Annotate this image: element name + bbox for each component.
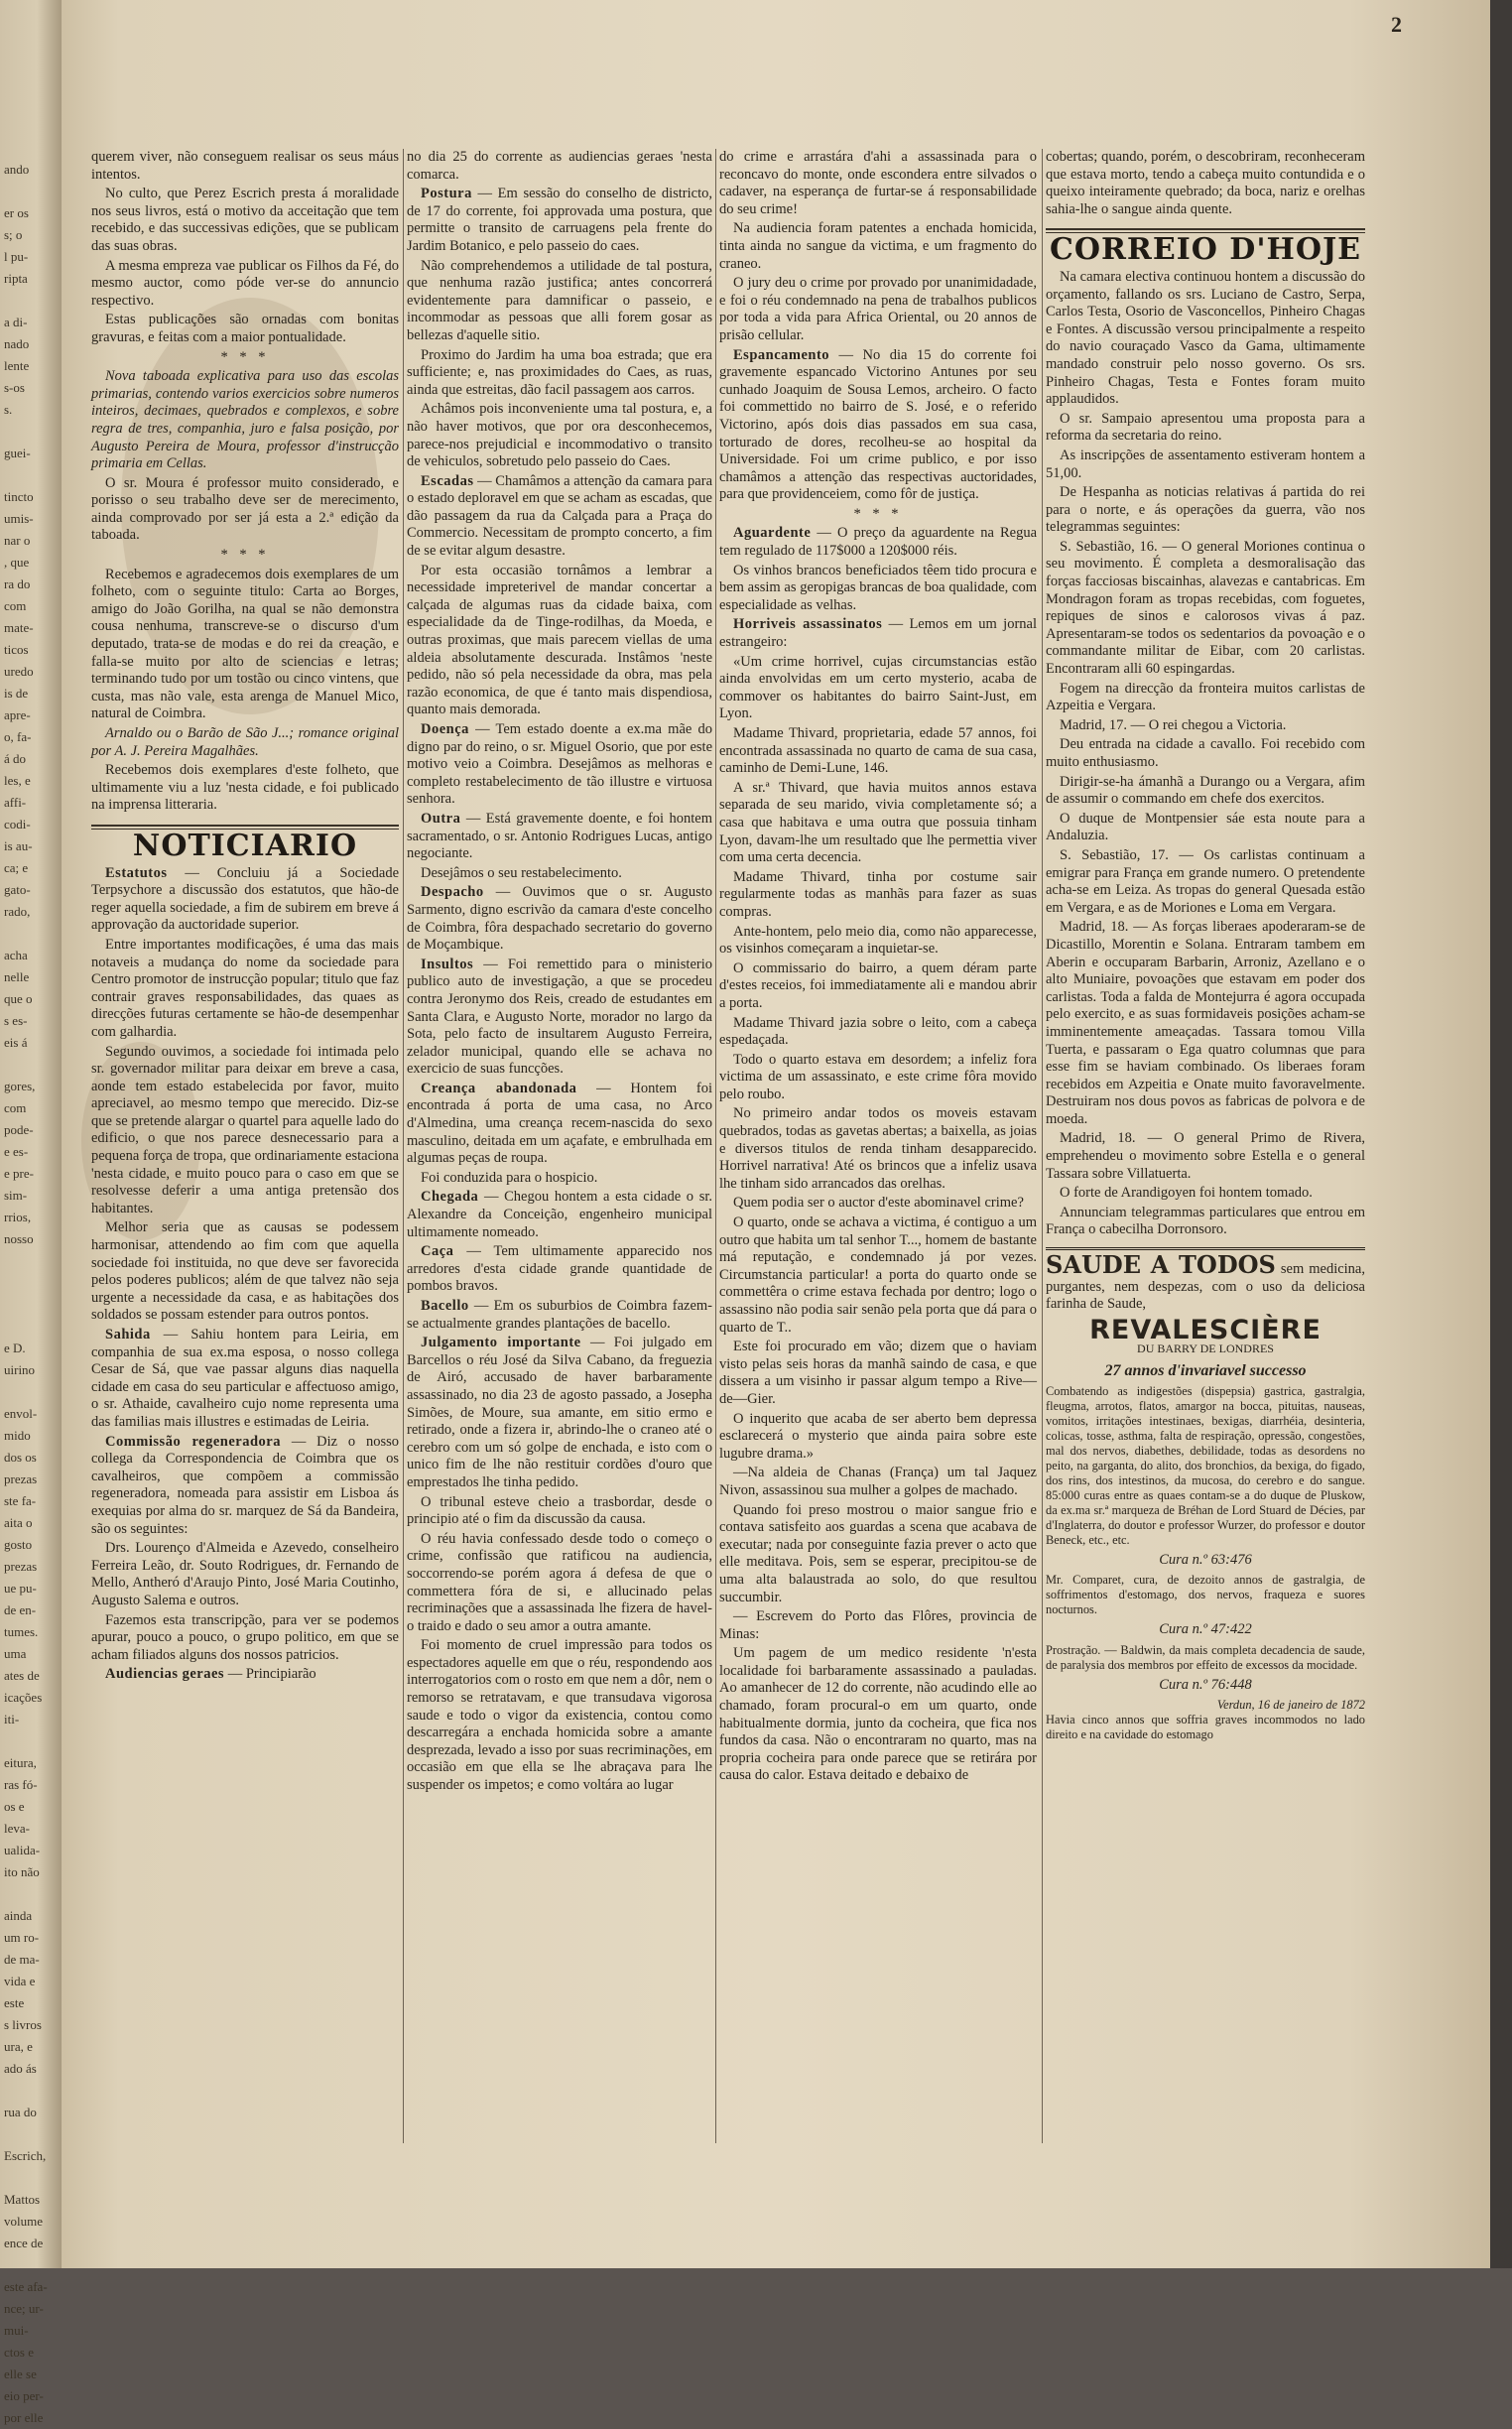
previous-page-fragment: ates de [4, 1668, 40, 1683]
paragraph: Todo o quarto estava em desordem; a infeliz fora victima de um assassinato, e este crime fôra movido pelo roubo. [719, 1051, 1037, 1102]
advertisement-revalesciere [1046, 1247, 1365, 1742]
news-text: — Ouvimos que o sr. Augusto Sarmento, digno escrivão da camara d'este concelho de Coimbra, fôra despachado secretario do governo de Moçambique. [407, 884, 713, 954]
previous-page-fragment [0, 923, 62, 945]
news-item [407, 884, 712, 954]
paragraph: Segundo ouvimos, a sociedade foi intimada pelo sr. governador militar para deixar em breve a casa, aonde tem estado estabelecida por favor, muito apreciavel, ao mesmo tempo que merecido. Diz-se que se pretende alargar o quartel para aquelle lado do edificio, o que nos parece desnecessario para a pequena força de tropa, que ordinariamente estaciona 'nesta cidade, e muito pouco para o caso em que se resolvesse deferir a uma antiga pretensão dos habitantes. [91, 1043, 399, 1216]
previous-page-fragment: nado [4, 336, 30, 351]
background-edge [1490, 0, 1512, 2268]
news-item [719, 525, 1037, 560]
paragraph: De Hespanha as noticias relativas á partida do rei para o norte, e ás operações da guerra, vão nos telegrammas seguintes: [1046, 484, 1365, 536]
previous-page-fragment: e es- [4, 1144, 29, 1159]
paragraph: cobertas; quando, porém, o descobriram, reconheceram que estava morto, tendo a cabeça muito contundida e o queixo inteiramente quebrado; da boca, nariz e orelhas sahia-lhe o sangue ainda quente. [1046, 149, 1365, 217]
news-item [91, 1666, 399, 1684]
previous-page-fragment: um ro- [4, 1930, 40, 1945]
book-notice: Nova taboada explicativa para uso das escolas primarias, contendo varios exercicios sobre numeros inteiros, decimaes, quebrados e complexos, e sobre regra de tres, companhia, juro e falsa posição, por Augusto Pereira de Moura, professor d'instrucção primaria em Cellas. [91, 368, 399, 472]
news-keyword: Creança abandonada [421, 1080, 577, 1096]
previous-page-fragment: os e [4, 1799, 25, 1814]
previous-page-fragment: uirino [4, 1362, 36, 1377]
news-text: — Foi remettido para o ministerio publico auto de investigação, a que se procedeu contra Jeronymo dos Reis, creado de estudantes em Santa Clara, e Augusto Norte, morador no largo da Sota, pelo facto de insultarem Augusto Ferreira, zelador municipal, quando elle se achava no exercicio de suas funcções. [407, 956, 712, 1078]
news-text: — Hontem foi encontrada á porta de uma casa, no Arco d'Almedina, uma creança recem-nascida do sexo masculino, deitada em um açafate, e embrulhada em algumas peças de roupa. [407, 1080, 713, 1167]
previous-page-fragment: nar o [4, 533, 31, 548]
ad-title: SAUDE A TODOS [1046, 1250, 1276, 1280]
previous-page-text [0, 0, 62, 2429]
previous-page-fragment: e pre- [4, 1166, 34, 1181]
news-item [407, 1298, 712, 1333]
paragraph: Annunciam telegrammas particulares que entrou em França o cabecilha Dorronsoro. [1046, 1204, 1365, 1238]
previous-page-fragment: de en- [4, 1602, 37, 1617]
news-keyword: Estatutos [105, 864, 168, 881]
paragraph: Drs. Lourenço d'Almeida e Azevedo, conselheiro Ferreira Leão, dr. Souto Rodrigues, dr. Fernando de Mello, Antheró d'Araujo Pinto, José Maria Coutinho, Augusto Salema e outros. [91, 1540, 399, 1608]
telegram: Madrid, 17. — O rei chegou a Victoria. [1060, 716, 1287, 733]
previous-page-fragment: codi- [4, 817, 31, 831]
previous-page-fragment: eitura, [4, 1755, 37, 1770]
paragraph: Melhor seria que as causas se podessem harmonisar, attendendo ao fim com que aquella sociedade foi instituida, no que deve ser favorecida pelos poderes publicos; além de que talvez não seja urgente a necessidade da casa, e as habitações dos soldados se possam estender para outros pontos. [91, 1219, 399, 1324]
ad-header [1046, 1250, 1365, 1314]
previous-page-edge [0, 0, 62, 2425]
paragraph: Na audiencia foram patentes a enchada homicida, tinta ainda no sangue da victima, e um fragmento do craneo. [719, 220, 1037, 272]
news-item [407, 721, 712, 809]
previous-page-fragment: á do [4, 751, 27, 766]
previous-page-fragment: , que [4, 555, 30, 570]
previous-page-fragment [0, 1054, 62, 1076]
paragraph: Recebemos dois exemplares d'este folheto, que ultimamente viu a luz 'nesta cidade, e foi publicado na imprensa litteraria. [91, 762, 399, 814]
news-text: — Chamâmos a attenção da camara para o estado deploravel em que se acham as escadas, que dão passagem da rua da Calçada para a Praça do Commercio. Necessitam de prompto concerto, a fim de se evitar algum desastre. [407, 472, 713, 560]
previous-page-fragment [0, 2254, 62, 2276]
column-rule [1042, 149, 1043, 2143]
news-text: — Em sessão do conselho de districto, de 17 do corrente, foi approvada uma postura, que permitte o transito de carruagens pela frente do Jardim Botanico, e pelo passeio do caes. [407, 186, 712, 254]
telegram: S. Sebastião, 16. — O general Moriones continua o seu movimento. É completa a desmoralisação das forças facciosas biscainhas, alavezas e cantabricas. Em Mondragon foram as tropas recebidas, com foguetes, repiques de sinos e calorosos vivas á paz. Apresentaram-se todos os sedentarios da povoação e o commandante militar de Eibar, com 20 carlistas. Encontraram alli 60 espingardas. [1046, 538, 1365, 678]
previous-page-fragment: sim- [4, 1188, 28, 1203]
ad-brand: REVALESCIÈRE [1089, 1314, 1322, 1345]
news-item [407, 1335, 712, 1491]
previous-page-fragment: por elle [4, 2410, 44, 2425]
previous-page-fragment: prezas [4, 1559, 38, 1574]
paragraph: O jury deu o crime por provado por unanimidadade, e foi o réu condemnado na pena de trabalhos publicos por toda a vida para Africa Oriental, ou 20 annos de prisão cellular. [719, 275, 1037, 343]
news-text: — Lemos em um jornal estrangeiro: [719, 616, 1038, 651]
previous-page-fragment: rrios, [4, 1210, 32, 1224]
news-item [407, 473, 712, 561]
paragraph: Este foi procurado em vão; dizem que o haviam visto pelas seis horas da manhã saindo de casa, e que dissera a um visinho ir passar algum tempo a Rive—de—Gier. [719, 1339, 1037, 1407]
paragraph: «Um crime horrivel, cujas circumstancias estão ainda envolvidas em um certo mysterio, acaba de commover os habitantes do bairro Saint-Just, em Lyon. [719, 653, 1037, 722]
previous-page-fragment [0, 181, 62, 202]
previous-page-fragment: prezas [4, 1471, 38, 1486]
previous-page-fragment [0, 421, 62, 443]
paragraph: Dirigir-se-ha ámanhã a Durango ou a Vergara, afim de assumir o commando em chefe dos exercitos. [1046, 773, 1365, 808]
previous-page-fragment: guei- [4, 446, 31, 460]
previous-page-fragment: s; o [4, 227, 23, 242]
column-4 [1046, 149, 1365, 2143]
previous-page-fragment: ra do [4, 576, 31, 591]
paragraph: — Escrevem do Porto das Flôres, provincia de Minas: [719, 1608, 1037, 1642]
previous-page-fragment: gores, [4, 1079, 36, 1093]
previous-page-fragment: ue pu- [4, 1581, 37, 1596]
news-keyword: Sahida [105, 1327, 151, 1342]
paragraph: Entre importantes modificações, é uma das mais notaveis a mudança do nome da sociedade para Centro promotor de instrucção popular; titulo que faz contrair graves responsabilidades, das quaes as direcções futuras certamente se hão-de desempenhar com galhardia. [91, 936, 399, 1040]
paragraph: Fogem na direcção da fronteira muitos carlistas de Azpeitia e Vergara. [1046, 680, 1365, 714]
previous-page-fragment [0, 2080, 62, 2102]
previous-page-fragment: affi- [4, 795, 27, 810]
paragraph: O sr. Moura é professor muito considerado, e porisso o seu trabalho deve ser de merecimento, ainda comprovado por ser já esta a 2.ª edição da taboada. [91, 474, 399, 544]
paragraph: Foi momento de cruel impressão para todos os espectadores aquelle em que o réu, respondendo aos interrogatorios com o rosto em que nem a dôr, nem o remorso se retratavam, e que transudava vigorosa saude e todo o vigor da existencia, contou como descarregára a enchada homicida sobre a amante desprezada, levado a isso por suas recriminações, em occasião em que ella se lhe abraçava para lhe suspender os impetos; e como voltára ao lugar [407, 1637, 713, 1794]
previous-page-fragment [0, 1381, 62, 1403]
previous-page-fragment: s-os [4, 380, 25, 395]
news-text: — Está gravemente doente, e foi hontem sacramentado, o sr. Antonio Rodrigues Lucas, antigo negociante. [407, 810, 713, 862]
paragraph: O tribunal esteve cheio a trasbordar, desde o principio até o fim da discussão da causa. [407, 1493, 712, 1528]
separator-stars: * * * [220, 348, 270, 365]
news-text: — Chegou hontem a esta cidade o sr. Alexandre da Conceição, engenheiro municipal ultimamente nomeado. [407, 1189, 712, 1240]
previous-page-fragment: eis á [4, 1035, 28, 1050]
paragraph: do crime e arrastára d'ahi a assassinada para o reconcavo do monte, onde escondera entre silvados o cadaver, na esperança de furtar-se á responsabilidade do seu crime! [719, 149, 1037, 217]
news-keyword: Escadas [421, 472, 474, 489]
paragraph: O forte de Arandigoyen foi hontem tomado. [1060, 1185, 1313, 1202]
paragraph: Quem podia ser o auctor d'este abominavel crime? [733, 1195, 1024, 1212]
paragraph: A mesma empreza vae publicar os Filhos da Fé, do mesmo auctor, como póde ver-se do annuncio respectivo. [91, 257, 399, 309]
paragraph: no dia 25 do corrente as audiencias geraes 'nesta comarca. [407, 149, 712, 183]
previous-page-fragment: acha [4, 948, 28, 962]
previous-page-fragment: les, e [4, 773, 31, 788]
paragraph: Madame Thivard, proprietaria, edade 57 annos, foi encontrada assassinada no quarto de cama de sua casa, caminho de Demi-Lune, 146. [719, 725, 1037, 777]
paragraph: Proximo do Jardim ha uma boa estrada; que era sufficiente; e, nas proximidades do Caes, as ruas, ainda que estreitas, dão facil passagem aos carros. [407, 346, 712, 398]
news-keyword: Aguardente [733, 525, 812, 542]
paragraph: Deu entrada na cidade a cavallo. Foi recebido com muito enthusiasmo. [1046, 736, 1365, 770]
news-text: — Em os suburbios de Coimbra fazem-se actualmente grandes plantações de bacello. [407, 1298, 713, 1332]
news-keyword: Caça [421, 1243, 454, 1260]
cure-number: Cura n.º 63:476 [1159, 1551, 1252, 1568]
news-item [91, 865, 399, 935]
previous-page-fragment: l pu- [4, 249, 29, 264]
previous-page-fragment: ca; e [4, 860, 29, 875]
paragraph: O réu havia confessado desde todo o começo o crime, confissão que ratificou na audiencia, soccorrendo-se porém agora á defesa de que o commettera fóra de si, e allucinado pelas recriminações que a assassinada lhe fizera de havel-o traido e dado o seu amor a outra amante. [407, 1530, 712, 1634]
previous-page-fragment: Escrich, [4, 2148, 47, 2163]
previous-page-fragment: elle se [4, 2366, 37, 2381]
paragraph: querem viver, não conseguem realisar os seus máus intentos. [91, 149, 399, 183]
paragraph: Estas publicações são ornadas com bonitas gravuras, e feitas com a maior pontualidade. [91, 312, 399, 345]
previous-page-fragment: o, fa- [4, 729, 32, 744]
telegram: Madrid, 18. — As forças liberaes apoderaram-se de Dicastillo, Morentin e Solana. Entraram tambem em Aberin e occuparam Barbarin, Arroniz, Azellano e o alto Muniaire, povoações que estavam em poder dos carlistas. Toda a falda de Montejurra é agora occupada pelo exercito, e as suas formidaveis posições acham-se imminentemente ameaçadas. Tassara tomou Villa Tuerta, e passaram o Ega quatro columnas que para esse fim se haviam combinado. Os liberaes foram recebidos em Azpeitia e Onate muito favoravelmente. Destruiram nos dous povos as fabricas de polvora e de moeda. [1046, 919, 1365, 1127]
ad-years: 27 annos d'invariavel successo [1104, 1362, 1307, 1379]
previous-page-fragment: leva- [4, 1821, 30, 1836]
previous-page-fragment: mate- [4, 620, 34, 635]
previous-page-fragment: s livros [4, 2017, 42, 2032]
news-text: — Tem ultimamente apparecido nos arredores d'esta cidade grande quantidade de pombos bravos. [407, 1243, 713, 1295]
paragraph: O inquerito que acaba de ser aberto bem depressa esclarecerá o mysterio que ainda paira sobre este lugubre drama.» [719, 1410, 1037, 1462]
news-item [407, 811, 712, 863]
cure-number: Cura n.º 76:448 [1159, 1676, 1252, 1693]
previous-page-fragment [0, 290, 62, 312]
page-number: 2 [1391, 12, 1402, 37]
paragraph: O duque de Montpensier sáe esta noute para a Andaluzia. [1046, 810, 1365, 844]
news-item [407, 1081, 712, 1168]
news-text: — No dia 15 do corrente foi gravemente espancado Victorino Antunes por seu cunhado Joaquim de Sousa Lemos, archeiro. O facto foi commettido no bairro de S. José, e o referido Victorino, após dois dias passados em sua casa, torturado de dores, recolheu-se ao hospital da Universidade. Foi um crime publico, e por isso chamâmos a attenção das respectivas auctoridades, para que providenceiem, como fôr de justiça. [719, 346, 1038, 503]
previous-page-fragment: ando [4, 162, 30, 177]
previous-page-fragment: nosso [4, 1231, 34, 1246]
paragraph: A sr.ª Thivard, que havia muitos annos estava separada de seu marido, vivia completamente só; a casa que habitava e uma outra que possuia tinham Lyon, davam-lhe um resultado que lhe permettia viver com uma certa decencia. [719, 779, 1037, 866]
book-notice: Arnaldo ou o Barão de São J...; romance original por A. J. Pereira Magalhães. [91, 725, 399, 759]
paragraph: No culto, que Perez Escrich presta á moralidade nos seus livros, está o motivo da acceitação que tem recebido, e das successivas edições, que se publicam das suas obras. [91, 186, 399, 254]
paragraph: Foi conduzida para o hospicio. [421, 1169, 598, 1186]
cure-signature: Verdun, 16 de janeiro de 1872 [1216, 1698, 1365, 1713]
column-3 [719, 149, 1037, 2143]
separator-stars: * * * [853, 505, 903, 522]
separator-stars: * * * [220, 547, 270, 564]
news-item [719, 347, 1037, 504]
news-keyword: Insultos [421, 956, 474, 972]
previous-page-fragment: pode- [4, 1122, 34, 1137]
previous-page-fragment: s. [4, 402, 13, 417]
news-keyword: Postura [421, 186, 472, 202]
news-keyword: Espancamento [733, 346, 830, 363]
column-1 [91, 149, 399, 2143]
news-text: — Tem estado doente a ex.ma mãe do digno par do reino, o sr. Miguel Osorio, que por este motivo veio a Coimbra. Desejâmos as melhoras e completo restabelecimento de tão illustre e virtuosa senhora. [407, 721, 712, 808]
previous-page-fragment: nce; ur- [4, 2301, 44, 2316]
ad-maker: DU BARRY DE LONDRES [1137, 1342, 1274, 1356]
cure-number: Cura n.º 47:422 [1159, 1621, 1252, 1638]
telegram: S. Sebastião, 17. — Os carlistas continuam a emigrar para França em grande numero. O pretendente acha-se em Leiza. As tropas do general Quesada estão em Vergara, e as de Moriones e Loma em Vergara. [1046, 846, 1365, 916]
previous-page-fragment: mido [4, 1428, 31, 1443]
news-item [91, 1434, 399, 1539]
previous-page-fragment [0, 1272, 62, 1294]
news-item [407, 186, 712, 255]
ad-subtitle: sem medicina, purgantes, nem despezas, com o uso da deliciosa farinha de Saude, [1046, 1261, 1365, 1313]
previous-page-fragment: aita o [4, 1515, 33, 1530]
previous-page-fragment: de ma- [4, 1952, 40, 1967]
column-rule [403, 149, 404, 2143]
news-item [407, 1189, 712, 1241]
previous-page-fragment: ctos e [4, 2345, 34, 2360]
previous-page-fragment [0, 1294, 62, 1316]
previous-page-fragment: is au- [4, 838, 33, 853]
news-item [91, 1327, 399, 1432]
news-item [719, 616, 1037, 651]
cure-text: Mr. Comparet, cura, de dezoito annos de gastralgia, de soffrimentos d'estomago, dos nervos, fraqueza e suores nocturnos. [1046, 1573, 1365, 1617]
previous-page-fragment: ito não [4, 1864, 40, 1879]
news-keyword: Outra [421, 810, 461, 827]
previous-page-fragment: iti- [4, 1712, 20, 1726]
previous-page-fragment: tumes. [4, 1624, 39, 1639]
previous-page-fragment: rua do [4, 2105, 37, 2119]
paragraph: O commissario do bairro, a quem déram parte d'estes receios, foi immediatamente ali e mandou abrir a porta. [719, 959, 1037, 1011]
paragraph: Desejâmos o seu restabelecimento. [421, 864, 622, 881]
paragraph: —Na aldeia de Chanas (França) um tal Jaquez Nivon, assassinou sua mulher a golpes de machado. [719, 1465, 1037, 1498]
paragraph: Os vinhos brancos beneficiados têem tido procura e bem assim as geropigas brancas de boa qualidade, com especialidade as velhas. [719, 562, 1037, 613]
previous-page-fragment: dos os [4, 1450, 37, 1465]
paragraph: Por esta occasião tornâmos a lembrar a necessidade impreterivel de mandar concertar a calçada de algumas ruas da cidade baixa, com especialidade da de Tinge-rodilhas, da Moeda, e outras proximas, que mais parecem viellas de uma aldeia absolutamente descurada. Instâmos 'neste pedido, não só pela necessidade da obra, mas pela razão economica, de que é tanto mais dispendiosa, quanto mais demorada. [407, 562, 712, 718]
paragraph: Recebemos e agradecemos dois exemplares de um folheto, com o seguinte titulo: Carta ao Borges, amigo do João Gorilha, na qual se não demonstra cousa nenhuma, transcreve-se o discurso d'um deputado, trata-se de modas e do rei da creação, e falla-se muito por alto de sciencias e letras; terminando tudo por um tostão ou cinco vintens, que custa, mas não vale, esta arenga de Manuel Mico, natural de Coimbra. [91, 566, 399, 722]
previous-page-fragment: este [4, 1995, 25, 2010]
previous-page-fragment: rado, [4, 904, 31, 919]
news-keyword: Horriveis assassinatos [733, 616, 883, 633]
telegram: Madrid, 18. — O general Primo de Rivera, emprehendeu o movimento sobre Estella e o general Tassara sobre Villatuerta. [1046, 1130, 1365, 1182]
news-keyword: Bacello [421, 1298, 469, 1314]
news-keyword: Despacho [421, 884, 484, 901]
previous-page-fragment: is de [4, 686, 29, 701]
previous-page-fragment: ras fó- [4, 1777, 38, 1792]
news-item [407, 1243, 712, 1296]
column-2 [407, 149, 712, 2143]
news-text: — Foi julgado em Barcellos o réu José da Silva Cabano, da freguezia de Airó, accusado de haver barbaramente assassinado, no dia 23 de agosto passado, a Josepha Simões, de Moure, sua amante, em sitio ermo e retirado, onde a fizera ir, abrindo-lhe o craneo até o cerebro com um só golpe de enchada, e isto com o unico fim de lhe não restituir cordões d'ouro que emprestados lhe tinha pedido. [407, 1335, 713, 1490]
section-title-correio: CORREIO D'HOJE [1049, 232, 1362, 268]
previous-page-fragment: uma [4, 1646, 27, 1661]
previous-page-fragment: ste fa- [4, 1493, 37, 1508]
previous-page-fragment: envol- [4, 1406, 38, 1421]
news-text: — O preço da aguardente na Regua tem regulado de 117$000 a 120$000 réis. [719, 525, 1038, 560]
paragraph: Fazemos esta transcripção, para ver se podemos apurar, pouco a pouco, o grupo politico, em que se acham filiados alguns dos nossos patricios. [91, 1611, 399, 1663]
previous-page-fragment: volume [4, 2214, 43, 2229]
previous-page-fragment [0, 1883, 62, 1905]
previous-page-fragment: s es- [4, 1013, 28, 1028]
previous-page-fragment: er os [4, 205, 29, 220]
previous-page-fragment [0, 2167, 62, 2189]
news-text: — Diz o nosso collega da Correspondencia de Coimbra que os cavalheiros, que compõem a commissão regeneradora, nomeada para assistir em Lisboa ás exequias por alma do sr. marquez de Sá da Bandeira, são os seguintes: [91, 1433, 399, 1537]
newspaper-page [62, 0, 1490, 2268]
paragraph: Achâmos pois inconveniente uma tal postura, e, a não haver motivos, que por ora desconhecemos, parece-nos prejudicial e incommodativo o transito de vehiculos, sobretudo pelo passeio do Caes. [407, 401, 712, 470]
news-keyword: Commissão regeneradora [105, 1433, 281, 1450]
paragraph: Quando foi preso mostrou o maior sangue frio e contava satisfeito aos guardas a scena que acabava de executar; nada por conseguinte fazia prever o acto que elle meditava. Pois, sem se esperar, precipitou-se de uma alta balaustrada ao solo, do que resultou succumbir. [719, 1501, 1037, 1605]
previous-page-fragment: mui- [4, 2323, 29, 2338]
previous-page-fragment: uredo [4, 664, 34, 679]
cure-text: Prostração. — Baldwin, da mais completa decadencia de saude, de paralysia dos membros por effeito de excessos da mocidade. [1046, 1642, 1365, 1672]
previous-page-fragment: ticos [4, 642, 29, 657]
news-keyword: Audiencias geraes [105, 1666, 225, 1683]
previous-page-fragment: gato- [4, 882, 31, 897]
paragraph: Um pagem de um medico residente 'n'esta localidade foi barbaramente assassinado a pauladas. Ao amanhecer de 12 do corrente, não acudindo elle ao chamado, foram procural-o em um quarto, onde habitualmente dormia, junto da cocheira, que fica nos fundos da casa. Não o encontraram no quarto, mas na propria cocheira para onde parece que se retirára por causa do calor. Estava deitado e debaixo de [719, 1645, 1037, 1784]
previous-page-fragment: ence de [4, 2236, 44, 2250]
paragraph: O quarto, onde se achava a victima, é contiguo a um outro que habita um tal senhor T..., homem de bastante má reputação, e condemnado já por vezes. Circumstancia particular! a porta do quarto onde se commettêra o crime estava fechada por dentro; logo o assassino não podia sair senão pela porta que dá para o quarto de T.. [719, 1214, 1037, 1336]
previous-page-fragment: lente [4, 358, 30, 373]
previous-page-fragment [0, 1316, 62, 1338]
previous-page-fragment: apre- [4, 707, 31, 722]
paragraph: Madame Thivard jazia sobre o leito, com a cabeça espedaçada. [719, 1014, 1037, 1049]
previous-page-fragment: este afa- [4, 2279, 48, 2294]
previous-page-fragment: tincto [4, 489, 34, 504]
news-text: — Principiarão [227, 1666, 316, 1683]
previous-page-fragment [0, 1730, 62, 1752]
previous-page-fragment: nelle [4, 969, 30, 984]
column-rule [715, 149, 716, 2143]
previous-page-fragment: eio per- [4, 2388, 44, 2403]
previous-page-fragment: ura, e [4, 2039, 33, 2054]
previous-page-fragment: a di- [4, 315, 28, 329]
previous-page-fragment: ado ás [4, 2061, 37, 2076]
paragraph: No primeiro andar todos os moveis estavam quebrados, todas as gavetas abertas; a baixella, as joias e diversos titulos de renda tinham desapparecido. Horrivel narrativa! Até os brincos que a infeliz usava lhe tinham sido arrancados das orelhas. [719, 1105, 1037, 1192]
previous-page-fragment: e D. [4, 1341, 26, 1355]
paragraph: Na camara electiva continuou hontem a discussão do orçamento, fallando os srs. Luciano de Castro, Serpa, Carlos Testa, Osorio de Vasconcellos, Pinheiro Chagas e Fontes. A discussão versou principalmente a respeito do navio couraçado Vasco da Gama, ultimamente mandado construir pelo nosso governo. Os srs. Pinheiro Chagas, Testa e Fontes foram muito applaudidos. [1046, 268, 1365, 408]
previous-page-fragment: Mattos [4, 2192, 41, 2207]
news-keyword: Chegada [421, 1189, 479, 1206]
previous-page-fragment: com [4, 1100, 27, 1115]
previous-page-fragment [0, 1250, 62, 1272]
cure-text: Havia cinco annos que soffria graves incommodos no lado direito e na cavidade do estomago [1046, 1713, 1365, 1742]
paragraph: Madame Thivard, tinha por costume sair regularmente todas as manhãs para fazer as suas compras. [719, 868, 1037, 920]
paragraph: As inscripções de assentamento estiveram hontem a 51,00. [1046, 447, 1365, 481]
previous-page-fragment [0, 2123, 62, 2145]
ad-body: Combatendo as indigestões (dispepsia) gastrica, gastralgia, fleugma, arrotos, flatos, amargor na bocca, pituitas, nauseas, vomitos, irritações intestinaes, bexigas, diarrhéia, desinteria, colicas, tosse, asthma, falta de respiração, opressão, congestões, mal dos nervos, diabethes, debilidade, todas as desordens no peito, na garganta, do alito, dos bronchios, da bexiga, do figado, dos rins, dos intestinos, da mucosa, do cerebro e do sangue. 85:000 curas entre as quaes contam-se a do duque de Pluskow, da ex.ma sr.ª marqueza de Bréhan de Lord Stuard de Décies, par d'Inglaterra, do doutor e professor Wurzer, do professor e doutor Beneck, etc., etc. [1046, 1383, 1365, 1547]
paragraph: Ante-hontem, pelo meio dia, como não apparecesse, os visinhos começaram a inquietar-se. [719, 923, 1037, 958]
paragraph: Não comprehendemos a utilidade de tal postura, que nenhuma razão justifica; antes concorrerá evidentemente para damnificar o passeio, e incommodar as pessoas que alli forem gosar as bellezas d'aquelle sitio. [407, 257, 712, 343]
previous-page-fragment: com [4, 598, 27, 613]
paragraph: O sr. Sampaio apresentou uma proposta para a reforma da secretaria do reino. [1046, 410, 1365, 445]
previous-page-fragment: umis- [4, 511, 34, 526]
previous-page-fragment: vida e [4, 1974, 36, 1988]
previous-page-fragment: icações [4, 1690, 43, 1705]
previous-page-fragment: gosto [4, 1537, 33, 1552]
section-title-noticiario: NOTICIARIO [132, 828, 358, 863]
previous-page-fragment: que o [4, 991, 33, 1006]
news-keyword: Doença [421, 721, 469, 737]
news-keyword: Julgamento importante [421, 1335, 581, 1351]
news-text: — Concluiu já a Sociedade Terpsychore a discussão dos estatutos, que hão-de reger aquella sociedade, a fim de subirem em breve á approvação da auctoridade superior. [91, 864, 400, 934]
previous-page-fragment: ualida- [4, 1843, 41, 1857]
news-item [407, 957, 712, 1079]
previous-page-fragment: ripta [4, 271, 28, 286]
news-text: — Sahiu hontem para Leiria, em companhia de sua ex.ma esposa, o nosso collega Cesar de Sá, que vae passar alguns dias naquella cidade em casa do seu particular e affectuoso amigo, o sr. Athaide, cavalheiro cujo nome representa uma das familias mais illustres e estimadas de Leiria. [91, 1327, 399, 1430]
previous-page-fragment [0, 464, 62, 486]
previous-page-fragment: ainda [4, 1908, 33, 1923]
